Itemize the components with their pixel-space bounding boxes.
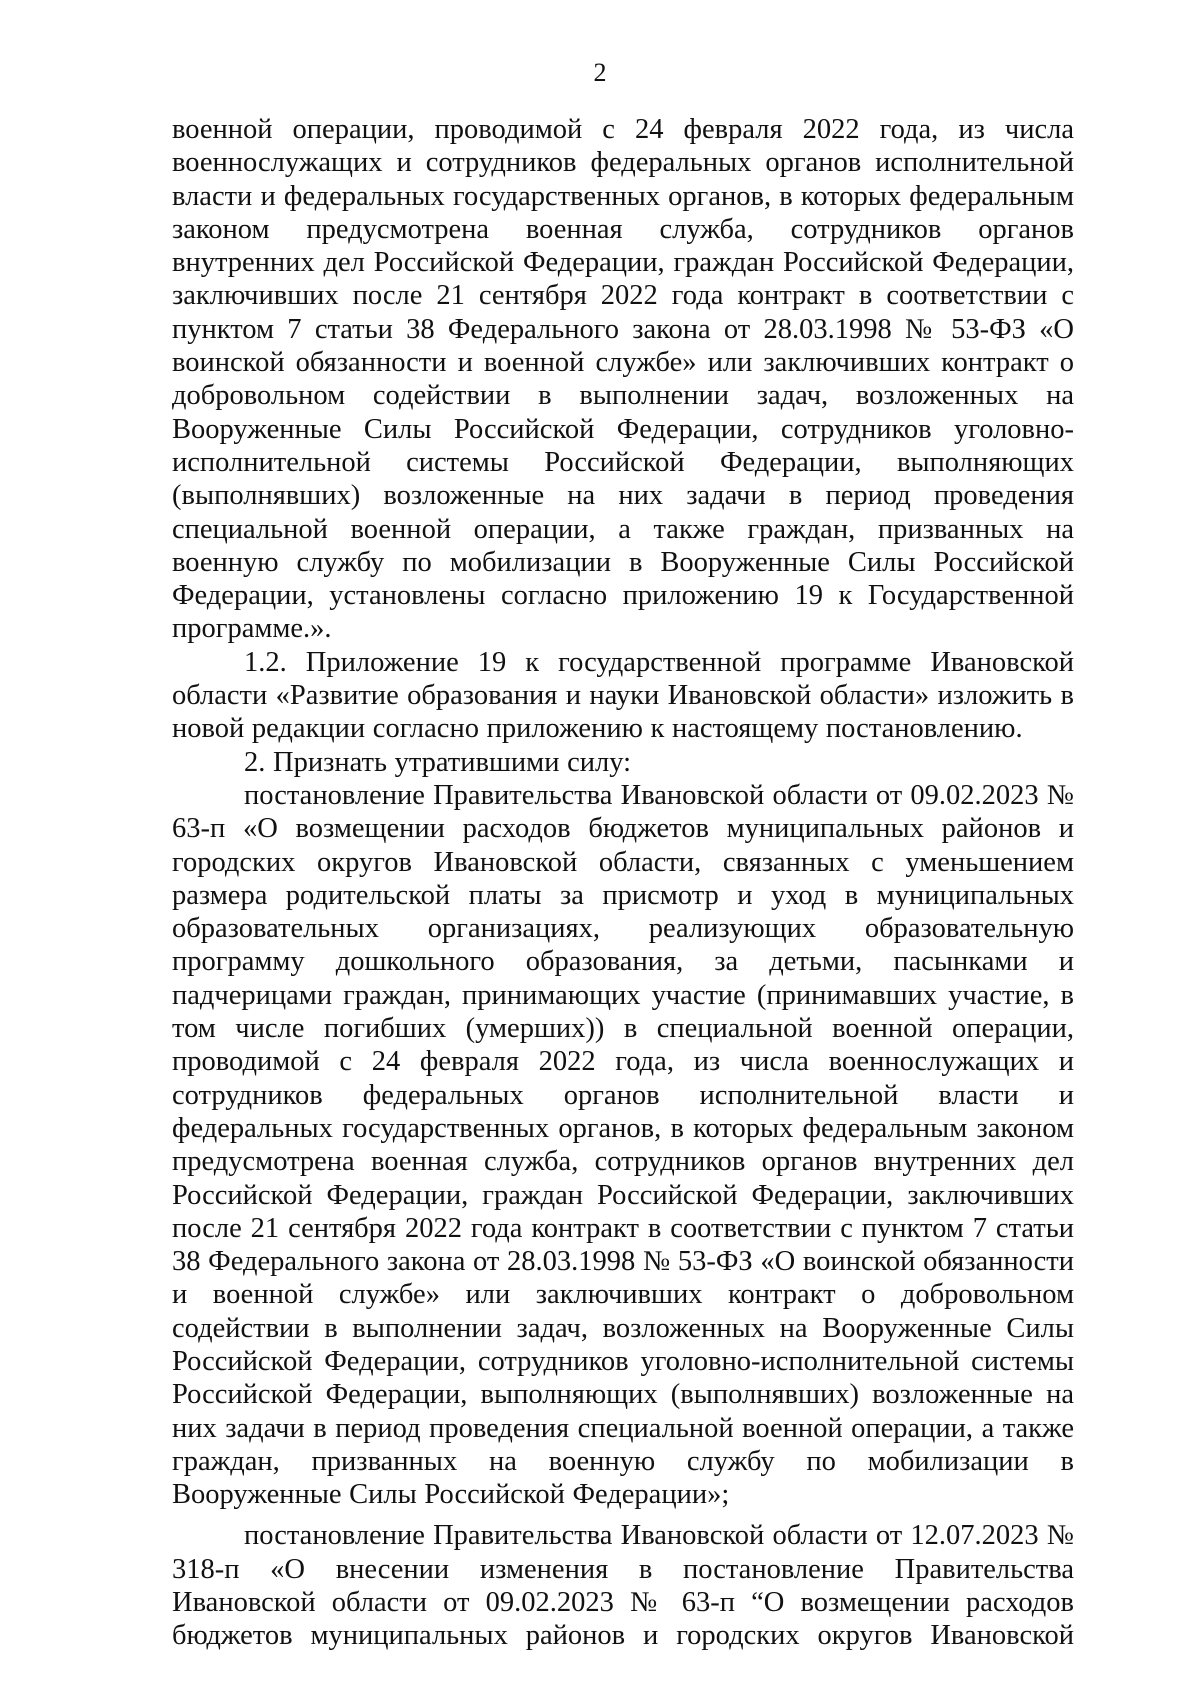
page-number: 2 <box>593 58 607 87</box>
paragraph-continuation: военной операции, проводимой с 24 февраля 2022 года, из числа военнослужащих и сотрудников федеральных органов исполнительной власти и федеральных государственных органов, в которых федеральным законом предусмотрена военная служба, сотрудников органов внутренних дел Российской Федерации, граждан Российской Федерации, заключивших после 21 сентября 2022 года контракт в соответствии с пунктом 7 статьи 38 Федерального закона от 28.03.1998 № 53-ФЗ «О воинской обязанности и военной службе» или заключивших контракт о добровольном содействии в выполнении задач, возложенных на Вооруженные Силы Российской Федерации, сотрудников уголовно-исполнительной системы Российской Федерации, выполняющих (выполнявших) возложенные на них задачи в период проведения специальной военной операции, а также граждан, призванных на военную службу по мобилизации в Вооруженные Силы Российской Федерации, установлены согласно приложению 19 к Государственной программе.». <box>172 114 1074 645</box>
paragraph-item-1-2: 1.2. Приложение 19 к государственной программе Ивановской области «Развитие образования и науки Ивановской области» изложить в новой редакции согласно приложению к настоящему постановлению. <box>172 646 1074 745</box>
paragraph-item-2: 2. Признать утратившими силу: <box>244 746 631 778</box>
paragraph-resolution-63p: постановление Правительства Ивановской области от 09.02.2023 № 63-п «О возмещении расходов бюджетов муниципальных районов и городских округов Ивановской области, связанных с уменьшением размера родительской платы за присмотр и уход в муниципальных образовательных организациях, реализующих образовательную программу дошкольного образования, за детьми, пасынками и падчерицами граждан, принимающих участие (принимавших участие, в том числе погибших (умерших)) в специальной военной операции, проводимой с 24 февраля 2022 года, из числа военнослужащих и сотрудников федеральных органов исполнительной власти и федеральных государственных органов, в которых федеральным законом предусмотрена военная служба, сотрудников органов внутренних дел Российской Федерации, граждан Российской Федерации, заключивших после 21 сентября 2022 года контракт в соответствии с пунктом 7 статьи 38 Федерального закона от 28.03.1998 № 53-ФЗ «О воинской обязанности и военной службе» или заключивших контракт о добровольном содействии в выполнении задач, возложенных на Вооруженные Силы Российской Федерации, сотрудников уголовно-исполнительной системы Российской Федерации, выполняющих (выполнявших) возложенные на них задачи в период проведения специальной военной операции, а также граждан, призванных на военную службу по мобилизации в Вооруженные Силы Российской Федерации»; <box>172 779 1074 1511</box>
document-body <box>172 113 1074 1653</box>
paragraph-resolution-318p: постановление Правительства Ивановской области от 12.07.2023 № 318-п «О внесении изменения в постановление Правительства Ивановской области от 09.02.2023 № 63-п “О возмещении расходов бюджетов муниципальных районов и городских округов Ивановской <box>172 1520 1074 1652</box>
